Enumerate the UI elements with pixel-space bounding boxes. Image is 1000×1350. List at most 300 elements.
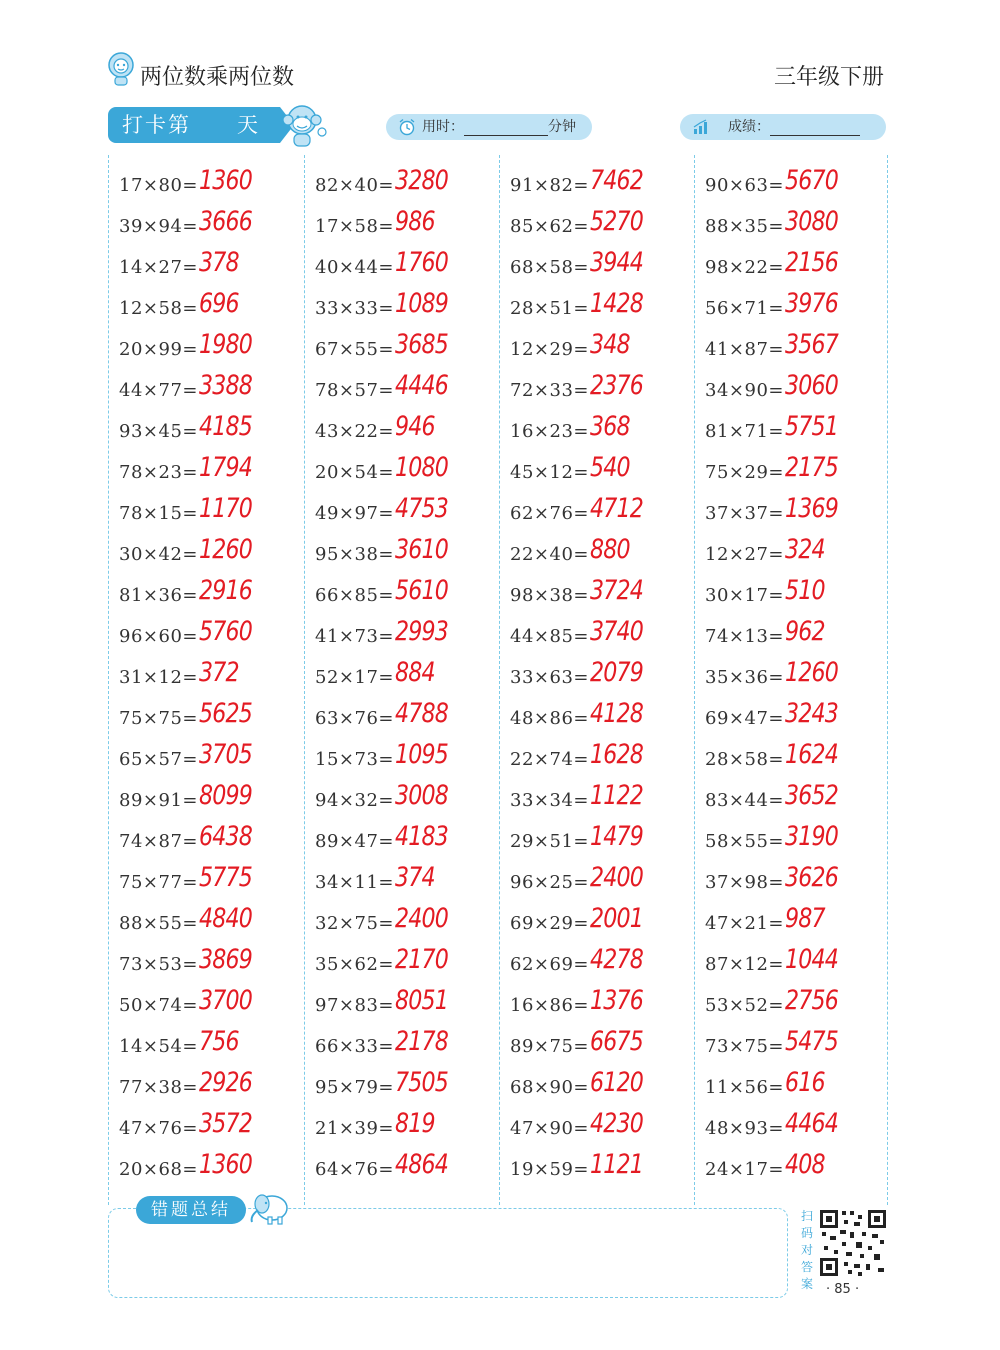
problem-answer[interactable]: 6438 (198, 821, 253, 852)
problem-answer[interactable]: 1369 (784, 493, 839, 524)
problem-question: 77×38= (119, 1077, 198, 1098)
problem-answer[interactable]: 2001 (589, 903, 644, 934)
problem-answer[interactable]: 2400 (589, 862, 644, 893)
problem-question: 20×99= (119, 339, 198, 360)
problem-row (500, 573, 695, 614)
problem-row (305, 614, 500, 655)
problem-question: 44×77= (119, 380, 198, 401)
problem-question: 41×73= (315, 626, 394, 647)
problem-answer[interactable]: 5775 (198, 862, 253, 893)
problem-row (305, 163, 500, 204)
problem-question: 22×74= (510, 749, 589, 770)
problem-answer[interactable]: 2156 (784, 247, 839, 278)
problem-answer[interactable]: 3685 (394, 329, 449, 360)
problem-question: 89×91= (119, 790, 198, 811)
problem-answer[interactable]: 348 (589, 329, 630, 360)
problem-question: 45×12= (510, 462, 589, 483)
problem-row (305, 532, 500, 573)
problem-answer[interactable]: 408 (784, 1149, 825, 1180)
problem-answer[interactable]: 1376 (589, 985, 644, 1016)
problem-answer[interactable]: 1080 (394, 452, 449, 483)
problem-row (500, 1106, 695, 1147)
problem-question: 28×58= (705, 749, 784, 770)
checkin-day-label: 打卡第 天 (108, 107, 280, 143)
score-blank[interactable] (770, 119, 860, 136)
problem-question: 21×39= (315, 1118, 394, 1139)
score-field-row (728, 114, 860, 140)
problem-answer[interactable]: 3705 (198, 739, 253, 770)
problem-question: 66×33= (315, 1036, 394, 1057)
problem-question: 48×93= (705, 1118, 784, 1139)
problem-question: 66×85= (315, 585, 394, 606)
problem-question: 58×55= (705, 831, 784, 852)
problem-row (109, 327, 304, 368)
mistake-summary-label: 错题总结 (136, 1196, 246, 1224)
problem-question: 47×21= (705, 913, 784, 934)
problem-row (500, 819, 695, 860)
problem-answer[interactable]: 3572 (198, 1108, 253, 1139)
problem-row (305, 860, 500, 901)
problem-answer[interactable]: 7505 (394, 1067, 449, 1098)
problem-row (109, 983, 304, 1024)
problem-answer[interactable]: 2993 (394, 616, 449, 647)
problem-answer[interactable]: 4446 (394, 370, 449, 401)
problem-question: 96×60= (119, 626, 198, 647)
qr-code-icon[interactable] (818, 1208, 888, 1278)
problem-answer[interactable]: 8099 (198, 780, 253, 811)
problem-row (500, 327, 695, 368)
problem-row (695, 491, 890, 532)
problem-question: 75×77= (119, 872, 198, 893)
problem-row (695, 573, 890, 614)
problem-answer[interactable]: 3626 (784, 862, 839, 893)
problem-row (500, 163, 695, 204)
problem-answer[interactable]: 1624 (784, 739, 839, 770)
problem-answer[interactable]: 5610 (394, 575, 449, 606)
problem-answer[interactable]: 3190 (784, 821, 839, 852)
problem-question: 39×94= (119, 216, 198, 237)
problem-row (305, 696, 500, 737)
problem-row (305, 942, 500, 983)
problem-row (695, 1147, 890, 1188)
problem-row (109, 1065, 304, 1106)
problem-row (305, 409, 500, 450)
problem-question: 47×90= (510, 1118, 589, 1139)
problem-question: 69×47= (705, 708, 784, 729)
problem-row (305, 901, 500, 942)
problem-question: 81×36= (119, 585, 198, 606)
problem-answer[interactable]: 962 (784, 616, 825, 647)
problem-question: 75×75= (119, 708, 198, 729)
problem-row (695, 655, 890, 696)
problem-question: 28×51= (510, 298, 589, 319)
problem-question: 95×38= (315, 544, 394, 565)
problem-row (305, 491, 500, 532)
problem-row (695, 778, 890, 819)
problem-answer[interactable]: 368 (589, 411, 630, 442)
problem-answer[interactable]: 6675 (589, 1026, 644, 1057)
problem-question: 62×76= (510, 503, 589, 524)
problem-answer[interactable]: 372 (198, 657, 239, 688)
problem-row (695, 450, 890, 491)
problem-answer[interactable]: 5670 (784, 165, 839, 196)
problem-answer[interactable]: 3652 (784, 780, 839, 811)
problem-row (109, 491, 304, 532)
problem-question: 44×85= (510, 626, 589, 647)
problem-answer[interactable]: 2376 (589, 370, 644, 401)
problem-question: 53×52= (705, 995, 784, 1016)
problem-row (695, 1106, 890, 1147)
problem-row (109, 1147, 304, 1188)
problem-question: 12×27= (705, 544, 784, 565)
problem-answer[interactable]: 1360 (198, 1149, 253, 1180)
problem-answer[interactable]: 1122 (589, 780, 644, 811)
problem-answer[interactable]: 3280 (394, 165, 449, 196)
problem-question: 17×80= (119, 175, 198, 196)
problem-question: 17×58= (315, 216, 394, 237)
problem-row (500, 491, 695, 532)
problem-question: 14×27= (119, 257, 198, 278)
problem-question: 90×63= (705, 175, 784, 196)
problem-row (305, 245, 500, 286)
problem-row (109, 409, 304, 450)
problem-question: 11×56= (705, 1077, 784, 1098)
problem-answer[interactable]: 5475 (784, 1026, 839, 1057)
problem-question: 83×44= (705, 790, 784, 811)
problem-row (695, 696, 890, 737)
problem-question: 24×17= (705, 1159, 784, 1180)
problem-answer[interactable]: 4230 (589, 1108, 644, 1139)
problem-question: 94×32= (315, 790, 394, 811)
problem-row (500, 450, 695, 491)
problem-question: 98×38= (510, 585, 589, 606)
problem-question: 82×40= (315, 175, 394, 196)
problem-question: 32×75= (315, 913, 394, 934)
problem-answer[interactable]: 374 (394, 862, 435, 893)
problem-question: 52×17= (315, 667, 394, 688)
problem-row (500, 245, 695, 286)
problem-answer[interactable]: 2178 (394, 1026, 449, 1057)
problem-answer[interactable]: 2170 (394, 944, 449, 975)
problem-question: 50×74= (119, 995, 198, 1016)
problem-row (109, 696, 304, 737)
problem-row (695, 204, 890, 245)
problem-answer[interactable]: 378 (198, 247, 239, 278)
problem-answer[interactable]: 1044 (784, 944, 839, 975)
problem-answer[interactable]: 3243 (784, 698, 839, 729)
problem-question: 34×90= (705, 380, 784, 401)
problem-row (695, 942, 890, 983)
problem-question: 65×57= (119, 749, 198, 770)
problem-answer[interactable]: 4753 (394, 493, 449, 524)
problem-answer[interactable]: 1095 (394, 739, 449, 770)
problem-question: 69×29= (510, 913, 589, 934)
problem-question: 73×53= (119, 954, 198, 975)
problem-answer[interactable]: 3008 (394, 780, 449, 811)
problem-question: 35×62= (315, 954, 394, 975)
problem-question: 88×35= (705, 216, 784, 237)
problem-answer[interactable]: 3869 (198, 944, 253, 975)
problem-row (500, 1065, 695, 1106)
monkey-mascot-icon (280, 100, 330, 148)
problem-question: 22×40= (510, 544, 589, 565)
problem-column (694, 155, 890, 1205)
problem-answer[interactable]: 3060 (784, 370, 839, 401)
problem-answer[interactable]: 2079 (589, 657, 644, 688)
problem-answer[interactable]: 696 (198, 288, 239, 319)
problem-answer[interactable]: 324 (784, 534, 825, 565)
problem-answer[interactable]: 5270 (589, 206, 644, 237)
page-number: · 85 · (826, 1282, 860, 1297)
problem-answer[interactable]: 2916 (198, 575, 253, 606)
problem-row (305, 368, 500, 409)
problem-row (305, 1024, 500, 1065)
problem-row (695, 286, 890, 327)
problem-question: 20×68= (119, 1159, 198, 1180)
problem-answer[interactable]: 8051 (394, 985, 449, 1016)
problem-question: 20×54= (315, 462, 394, 483)
problem-row (305, 655, 500, 696)
problem-answer[interactable]: 5760 (198, 616, 253, 647)
time-label: 用时： (422, 119, 464, 135)
problem-row (305, 1065, 500, 1106)
scan-answer-label: 扫码对答案 (800, 1209, 813, 1291)
problem-answer[interactable]: 1794 (198, 452, 253, 483)
problem-answer[interactable]: 7462 (589, 165, 644, 196)
problem-question: 72×33= (510, 380, 589, 401)
problem-answer[interactable]: 3944 (589, 247, 644, 278)
problem-row (500, 696, 695, 737)
problem-answer[interactable]: 1428 (589, 288, 644, 319)
problem-question: 12×58= (119, 298, 198, 319)
problem-question: 37×98= (705, 872, 784, 893)
problem-answer[interactable]: 3388 (198, 370, 253, 401)
problem-row (305, 204, 500, 245)
problem-question: 37×37= (705, 503, 784, 524)
problem-answer[interactable]: 510 (784, 575, 825, 606)
problem-row (109, 163, 304, 204)
problem-answer[interactable]: 3700 (198, 985, 253, 1016)
problem-row (500, 409, 695, 450)
problem-question: 14×54= (119, 1036, 198, 1057)
problem-answer[interactable]: 2756 (784, 985, 839, 1016)
problem-answer[interactable]: 1360 (198, 165, 253, 196)
problem-row (305, 983, 500, 1024)
problem-answer[interactable]: 3740 (589, 616, 644, 647)
problem-answer[interactable]: 1628 (589, 739, 644, 770)
problem-row (109, 204, 304, 245)
problem-question: 88×55= (119, 913, 198, 934)
time-field[interactable] (386, 114, 592, 140)
problem-answer[interactable]: 880 (589, 534, 630, 565)
problem-answer[interactable]: 540 (589, 452, 630, 483)
problem-answer[interactable]: 1170 (198, 493, 253, 524)
problem-question: 73×75= (705, 1036, 784, 1057)
problem-answer[interactable]: 4788 (394, 698, 449, 729)
problem-question: 96×25= (510, 872, 589, 893)
problem-question: 64×76= (315, 1159, 394, 1180)
problem-question: 78×23= (119, 462, 198, 483)
problem-answer[interactable]: 4185 (198, 411, 253, 442)
problem-row (500, 901, 695, 942)
problem-question: 29×51= (510, 831, 589, 852)
problem-row (695, 532, 890, 573)
problem-question: 33×33= (315, 298, 394, 319)
problem-question: 78×15= (119, 503, 198, 524)
problem-question: 74×87= (119, 831, 198, 852)
time-blank[interactable] (464, 119, 548, 136)
problem-answer[interactable]: 819 (394, 1108, 435, 1139)
problem-answer[interactable]: 3724 (589, 575, 644, 606)
problem-row (109, 286, 304, 327)
problem-answer[interactable]: 5625 (198, 698, 253, 729)
problem-question: 40×44= (315, 257, 394, 278)
time-unit: 分钟 (548, 119, 576, 135)
problem-row (109, 942, 304, 983)
problem-answer[interactable]: 987 (784, 903, 825, 934)
problem-answer[interactable]: 3976 (784, 288, 839, 319)
problem-answer[interactable]: 2926 (198, 1067, 253, 1098)
problem-question: 98×22= (705, 257, 784, 278)
problem-answer[interactable]: 884 (394, 657, 435, 688)
problem-row (695, 901, 890, 942)
problem-question: 89×47= (315, 831, 394, 852)
problem-answer[interactable]: 3666 (198, 206, 253, 237)
problem-question: 19×59= (510, 1159, 589, 1180)
problem-question: 16×86= (510, 995, 589, 1016)
problem-question: 97×83= (315, 995, 394, 1016)
problem-question: 62×69= (510, 954, 589, 975)
problem-question: 48×86= (510, 708, 589, 729)
problem-row (109, 655, 304, 696)
problem-answer[interactable]: 4840 (198, 903, 253, 934)
problem-question: 12×29= (510, 339, 589, 360)
problem-row (500, 614, 695, 655)
problem-row (305, 737, 500, 778)
problem-grid (108, 155, 888, 1205)
problem-question: 87×12= (705, 954, 784, 975)
problem-answer[interactable]: 1980 (198, 329, 253, 360)
problem-answer[interactable]: 1479 (589, 821, 644, 852)
problem-question: 75×29= (705, 462, 784, 483)
problem-row (695, 368, 890, 409)
problem-row (500, 286, 695, 327)
problem-answer[interactable]: 3567 (784, 329, 839, 360)
problem-row (500, 655, 695, 696)
problem-question: 93×45= (119, 421, 198, 442)
problem-row (695, 860, 890, 901)
problem-answer[interactable]: 4183 (394, 821, 449, 852)
problem-answer[interactable]: 4128 (589, 698, 644, 729)
problem-answer[interactable]: 5751 (784, 411, 839, 442)
problem-row (109, 819, 304, 860)
problem-row (109, 901, 304, 942)
problem-answer[interactable]: 1121 (589, 1149, 644, 1180)
problem-row (695, 1065, 890, 1106)
problem-row (695, 983, 890, 1024)
page-title: 两位数乘两位数 (140, 65, 295, 90)
problem-answer[interactable]: 6120 (589, 1067, 644, 1098)
problem-question: 67×55= (315, 339, 394, 360)
problem-answer[interactable]: 616 (784, 1067, 825, 1098)
problem-row (695, 327, 890, 368)
problem-row (500, 204, 695, 245)
problem-row (109, 573, 304, 614)
problem-answer[interactable]: 3080 (784, 206, 839, 237)
problem-row (500, 983, 695, 1024)
problem-column (109, 155, 304, 1205)
problem-row (695, 163, 890, 204)
problem-row (695, 737, 890, 778)
problem-question: 35×36= (705, 667, 784, 688)
problem-question: 63×76= (315, 708, 394, 729)
problem-row (109, 860, 304, 901)
problem-question: 41×87= (705, 339, 784, 360)
problem-row (500, 860, 695, 901)
problem-answer[interactable]: 2400 (394, 903, 449, 934)
problem-row (695, 245, 890, 286)
problem-row (305, 819, 500, 860)
problem-row (500, 942, 695, 983)
problem-question: 43×22= (315, 421, 394, 442)
problem-column (499, 155, 695, 1205)
problem-answer[interactable]: 4278 (589, 944, 644, 975)
problem-question: 30×17= (705, 585, 784, 606)
problem-row (109, 778, 304, 819)
problem-question: 74×13= (705, 626, 784, 647)
time-field-row (422, 114, 576, 140)
problem-row (305, 450, 500, 491)
problem-row (109, 368, 304, 409)
problem-row (500, 532, 695, 573)
problem-row (109, 532, 304, 573)
problem-answer[interactable]: 2175 (784, 452, 839, 483)
problem-row (695, 819, 890, 860)
problem-row (500, 368, 695, 409)
problem-row (500, 1024, 695, 1065)
problem-answer[interactable]: 946 (394, 411, 435, 442)
problem-answer[interactable]: 4864 (394, 1149, 449, 1180)
problem-row (305, 1106, 500, 1147)
problem-row (305, 1147, 500, 1188)
problem-answer[interactable]: 986 (394, 206, 435, 237)
problem-row (109, 1106, 304, 1147)
alarm-clock-icon (398, 118, 416, 136)
problem-answer[interactable]: 3610 (394, 534, 449, 565)
problem-row (500, 1147, 695, 1188)
problem-answer[interactable]: 1260 (198, 534, 253, 565)
problem-question: 30×42= (119, 544, 198, 565)
problem-row (109, 1024, 304, 1065)
score-field[interactable] (680, 114, 886, 140)
problem-question: 56×71= (705, 298, 784, 319)
problem-answer[interactable]: 1760 (394, 247, 449, 278)
problem-row (695, 1024, 890, 1065)
problem-answer[interactable]: 1089 (394, 288, 449, 319)
problem-question: 68×90= (510, 1077, 589, 1098)
problem-answer[interactable]: 1260 (784, 657, 839, 688)
problem-question: 31×12= (119, 667, 198, 688)
problem-answer[interactable]: 4464 (784, 1108, 839, 1139)
problem-question: 15×73= (315, 749, 394, 770)
problem-answer[interactable]: 756 (198, 1026, 239, 1057)
elephant-icon (246, 1190, 294, 1226)
score-chart-icon (692, 118, 710, 136)
problem-question: 47×76= (119, 1118, 198, 1139)
problem-row (305, 778, 500, 819)
problem-row (109, 614, 304, 655)
problem-answer[interactable]: 4712 (589, 493, 644, 524)
